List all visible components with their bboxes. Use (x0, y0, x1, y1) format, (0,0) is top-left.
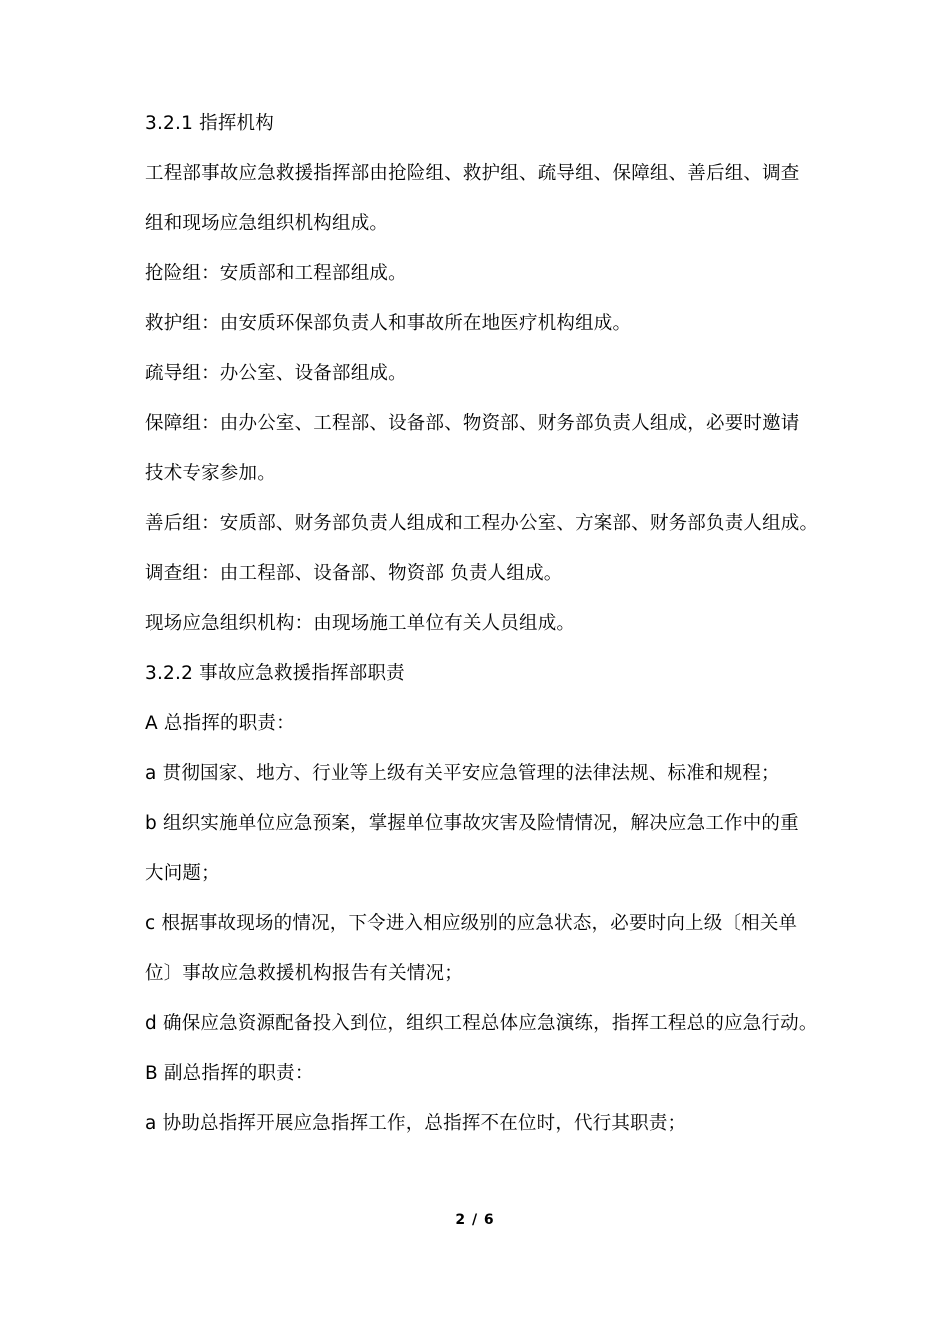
page-number: 2 / 6 (455, 1212, 495, 1228)
text-line: 3.2.1 指挥机构 (145, 113, 274, 134)
text-line: 组和现场应急组织机构组成。 (145, 213, 389, 234)
text-line: c 根据事故现场的情况，下令进入相应级别的应急状态，必要时向上级〔相关单 (145, 913, 798, 934)
text-line: 位〕事故应急救援机构报告有关情况； (145, 963, 463, 984)
text-line: 抢险组：安质部和工程部组成。 (145, 263, 407, 284)
text-line: 技术专家参加。 (145, 463, 276, 484)
text-line: 疏导组：办公室、设备部组成。 (145, 363, 407, 384)
text-line: 大问题； (145, 863, 220, 884)
text-line: d 确保应急资源配备投入到位，组织工程总体应急演练，指挥工程总的应急行动。 (145, 1013, 818, 1034)
text-line: 调查组：由工程部、设备部、物资部 负责人组成。 (145, 563, 563, 584)
text-line: 3.2.2 事故应急救援指挥部职责 (145, 663, 405, 684)
text-line: 善后组：安质部、财务部负责人组成和工程办公室、方案部、财务部负责人组成。 (145, 513, 819, 534)
text-line: 救护组：由安质环保部负责人和事故所在地医疗机构组成。 (145, 313, 632, 334)
text-line: 现场应急组织机构：由现场施工单位有关人员组成。 (145, 613, 576, 634)
text-line: b 组织实施单位应急预案，掌握单位事故灾害及险情情况，解决应急工作中的重 (145, 813, 799, 834)
text-line: a 协助总指挥开展应急指挥工作，总指挥不在位时，代行其职责； (145, 1113, 687, 1134)
text-line: 工程部事故应急救援指挥部由抢险组、救护组、疏导组、保障组、善后组、调查 (145, 163, 800, 184)
text-line: B 副总指挥的职责： (145, 1063, 314, 1084)
text-line: a 贯彻国家、地方、行业等上级有关平安应急管理的法律法规、标准和规程； (145, 763, 780, 784)
text-line: A 总指挥的职责： (145, 713, 295, 734)
document-body (145, 99, 825, 1149)
text-line: 保障组：由办公室、工程部、设备部、物资部、财务部负责人组成，必要时邀请 (145, 413, 800, 434)
